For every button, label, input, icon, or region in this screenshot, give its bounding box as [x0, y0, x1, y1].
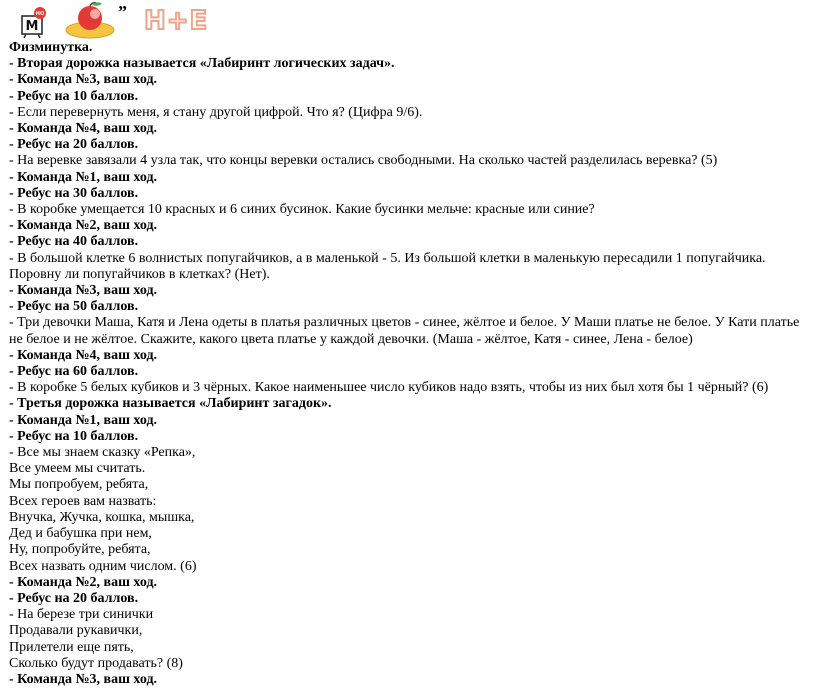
text-line: - Три девочки Маша, Катя и Лена одеты в платья различных цветов - синее, жёлтое и белое. У Маши платье не белое. У Кати платье не белое и не жёлтое. Скажите, какого цвета платье у каждой девочки. (Маша - жёлтое, Катя - синее, Лена - белое): [9, 315, 800, 347]
bold-line: - Команда №2, ваш ход.: [9, 218, 158, 234]
bold-line: - Ребус на 40 баллов.: [9, 234, 139, 250]
bold-line: - Ребус на 50 баллов.: [9, 299, 139, 315]
bold-line: - Команда №3, ваш ход.: [9, 72, 158, 88]
quote-mark: ”: [118, 2, 127, 22]
text-line: Прилетели еще пять,: [9, 639, 134, 655]
logo-badge-text: НО: [35, 11, 45, 17]
apple-plate-icon: [62, 0, 122, 40]
bold-line: - Команда №4, ваш ход.: [9, 121, 158, 137]
text-line: Всех героев вам назвать:: [9, 493, 157, 509]
text-line: Мы попробуем, ребята,: [9, 477, 149, 493]
bold-line: Физминутка.: [9, 40, 93, 55]
text-line: Дед и бабушка при нем,: [9, 526, 152, 542]
text-line: Все умеем мы считать.: [9, 461, 146, 477]
text-line: - Все мы знаем сказку «Репка»,: [9, 445, 196, 461]
bold-line: - Ребус на 20 баллов.: [9, 137, 139, 153]
logo-text-n-plus-e: Н+Е: [144, 6, 209, 36]
text-line: - В коробке умещается 10 красных и 6 синих бусинок. Какие бусинки мельче: красные или синие?: [9, 202, 595, 218]
bold-line: - Команда №1, ваш ход.: [9, 412, 158, 428]
text-line: - На березе три синички: [9, 607, 154, 623]
bold-line: - Команда №3, ваш ход.: [9, 671, 158, 687]
bold-line: - Команда №3, ваш ход.: [9, 283, 158, 299]
bold-line: - Команда №2, ваш ход.: [9, 574, 158, 590]
text-line: - В коробке 5 белых кубиков и 3 чёрных. Какое наименьшее число кубиков надо взять, чтобы из них был хотя бы 1 чёрный? (6): [9, 380, 769, 396]
bold-line: - Ребус на 30 баллов.: [9, 185, 139, 201]
text-line: Ну, попробуйте, ребята,: [9, 542, 151, 558]
text-line: - На веревке завязали 4 узла так, что концы веревки остались свободными. На сколько частей разделилась веревка? (5): [9, 153, 718, 169]
text-line: Внучка, Жучка, кошка, мышка,: [9, 509, 195, 525]
bold-line: - Вторая дорожка называется «Лабиринт логических задач».: [9, 56, 395, 72]
text-line: Всех назвать одним числом. (6): [9, 558, 197, 574]
text-line: Продавали рукавички,: [9, 623, 143, 639]
bold-line: - Ребус на 60 баллов.: [9, 364, 139, 380]
bold-line: - Ребус на 20 баллов.: [9, 590, 139, 606]
document-body: [9, 40, 809, 688]
bold-line: - Ребус на 10 баллов.: [9, 88, 139, 104]
bold-line: - Команда №4, ваш ход.: [9, 347, 158, 363]
text-line: Сколько будут продавать? (8): [9, 655, 183, 671]
text-line: - В большой клетке 6 волнистых попугайчиков, а в маленькой - 5. Из большой клетки в маленькую пересадили 1 попугайчика. Поровну ли попугайчиков в клетках? (Нет).: [9, 250, 766, 282]
bold-line: - Ребус на 10 баллов.: [9, 428, 139, 444]
logo-letter: М: [25, 19, 39, 34]
bold-line: - Команда №1, ваш ход.: [9, 169, 158, 185]
bold-line: - Третья дорожка называется «Лабиринт загадок».: [9, 396, 332, 412]
text-line: - Если перевернуть меня, я стану другой цифрой. Что я? (Цифра 9/6).: [9, 104, 423, 120]
header-logos: [14, 0, 214, 40]
school-logo-icon: [18, 6, 48, 38]
